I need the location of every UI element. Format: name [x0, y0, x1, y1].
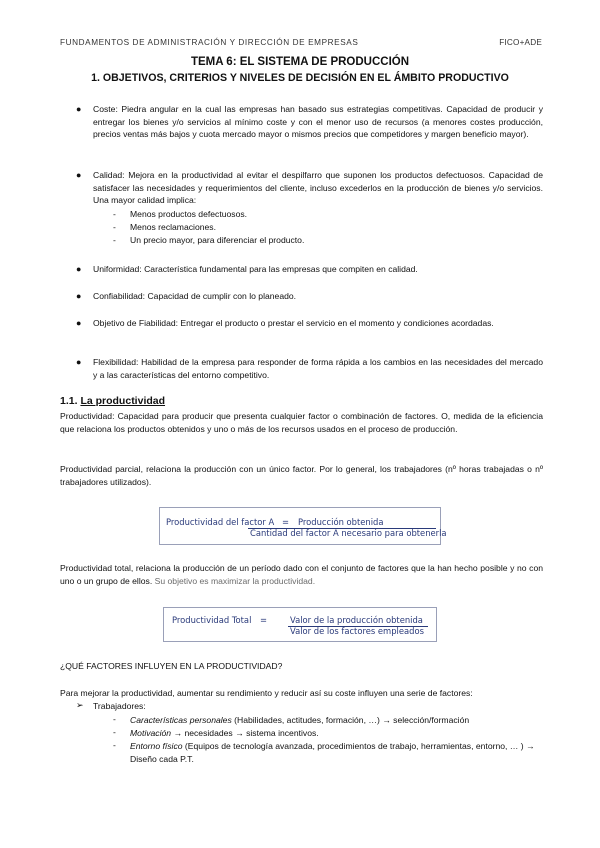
calidad-sub-item: Menos reclamaciones.: [130, 222, 216, 232]
dash-icon: -: [113, 740, 116, 750]
header-degree: FICO+ADE: [499, 38, 542, 47]
formula-equals: =: [260, 615, 268, 625]
formula-numerator: Producción obtenida: [298, 517, 384, 527]
bullet-fiabilidad: Objetivo de Fiabilidad: Entregar el producto o prestar el servicio en el momento y condiciones acordadas.: [93, 318, 494, 328]
bullet-uniformidad: Uniformidad: Característica fundamental para las empresas que compiten en calidad.: [93, 264, 418, 274]
bullet-flexibilidad: Flexibilidad: Habilidad de la empresa para responder de forma rápida a los cambios en las necesidades del mercado y a las características del entorno competitivo.: [93, 357, 543, 380]
question-heading: ¿QUÉ FACTORES INFLUYEN EN LA PRODUCTIVIDAD?: [60, 661, 283, 671]
formula-denominator: Valor de los factores empleados: [290, 626, 424, 636]
formula-productividad-parcial: [159, 507, 447, 545]
dash-icon: -: [113, 209, 116, 219]
bullet-icon: ●: [76, 318, 82, 328]
calidad-sub-item: Un precio mayor, para diferenciar el producto.: [130, 235, 305, 245]
dash-icon: -: [113, 235, 116, 245]
factor-text: (Habilidades, actitudes, formación, …) → selección/formación: [231, 715, 470, 725]
paragraph-productividad-total: [60, 562, 543, 588]
factor-label: Características personales: [130, 715, 232, 725]
section-heading: [60, 395, 165, 407]
paragraph-productividad: Productividad: Capacidad para producir que presenta cualquier factor o combinación de factores. O, medida de la eficiencia que relaciona los productos obtenidos y uno o más de los recursos usados en el proceso de producción.: [60, 411, 543, 434]
header-course: FUNDAMENTOS DE ADMINISTRACIÓN Y DIRECCIÓN DE EMPRESAS: [60, 38, 359, 47]
page-header: [60, 38, 542, 50]
formula-numerator: Valor de la producción obtenida: [290, 615, 423, 625]
bullet-icon: ●: [76, 291, 82, 301]
bullet-icon: ●: [76, 264, 82, 274]
formula-denominator: Cantidad del factor A necesario para obtenerla: [250, 528, 447, 538]
bullet-confiabilidad: Confiabilidad: Capacidad de cumplir con lo planeado.: [93, 291, 297, 301]
trabajadores-item: Trabajadores:: [93, 701, 146, 711]
factor-text: (Equipos de tecnología avanzada, procedimientos de trabajo, herramientas, entorno, … ) → Diseño cada P.T.: [130, 741, 535, 764]
formula-productividad-total: [163, 607, 437, 642]
productividad-total-objective: Su objetivo es maximizar la productividad.: [152, 575, 316, 586]
factor-text: → necesidades → sistema incentivos.: [171, 728, 319, 738]
dash-icon: -: [113, 222, 116, 232]
bullet-calidad: Calidad: Mejora en la productividad al evitar el despilfarro que suponen los productos defectuosos. Capacidad de satisfacer las necesidades y requerimientos del cliente, incluso excederlos en la producción de bienes y/o servicios. Una mayor calidad implica:: [93, 170, 543, 206]
bullet-icon: ●: [76, 170, 82, 180]
factor-item: [130, 740, 543, 765]
paragraph-productividad-parcial: Productividad parcial, relaciona la producción con un único factor. Por lo general, los trabajadores (nº horas trabajadas o nº trabajadores utilizados).: [60, 464, 543, 487]
bullet-icon: ●: [76, 104, 82, 114]
calidad-sub-item: Menos productos defectuosos.: [130, 209, 248, 219]
arrow-icon: ➢: [76, 700, 84, 710]
bullet-coste: Coste: Piedra angular en la cual las empresas han basado sus estrategias competitivas. Capacidad de producir y entregar los bienes y/o servicios al mínimo coste y con el menor uso de recursos (a menores costes producción, precios ventas más bajos y cuota mercado mayor o mismos precios que competidores y margen beneficio mayor).: [93, 104, 543, 140]
productividad-total-text: Productividad total, relaciona la producción de un período dado con el conjunto de factores que la han hecho posible y no con uno o un grupo de ellos.: [60, 563, 543, 586]
dash-icon: -: [113, 714, 116, 724]
formula-equals: =: [282, 517, 290, 527]
section-title: La productividad: [80, 395, 166, 407]
section-number: 1.1.: [60, 395, 78, 407]
bullet-icon: ●: [76, 357, 82, 367]
dash-icon: -: [113, 727, 116, 737]
factor-label: Entorno físico: [130, 741, 183, 751]
paragraph-factors: Para mejorar la productividad, aumentar su rendimiento y reducir así su coste influyen una serie de factores:: [60, 688, 473, 698]
page-subtitle: 1. OBJETIVOS, CRITERIOS Y NIVELES DE DECISIÓN EN EL ÁMBITO PRODUCTIVO: [91, 72, 509, 84]
formula-label: Productividad Total: [172, 615, 252, 625]
page-title: TEMA 6: EL SISTEMA DE PRODUCCIÓN: [190, 56, 410, 68]
formula-label: Productividad del factor A: [166, 517, 275, 527]
factor-label: Motivación: [130, 728, 172, 738]
factor-item: [130, 727, 543, 740]
factor-item: [130, 714, 543, 727]
